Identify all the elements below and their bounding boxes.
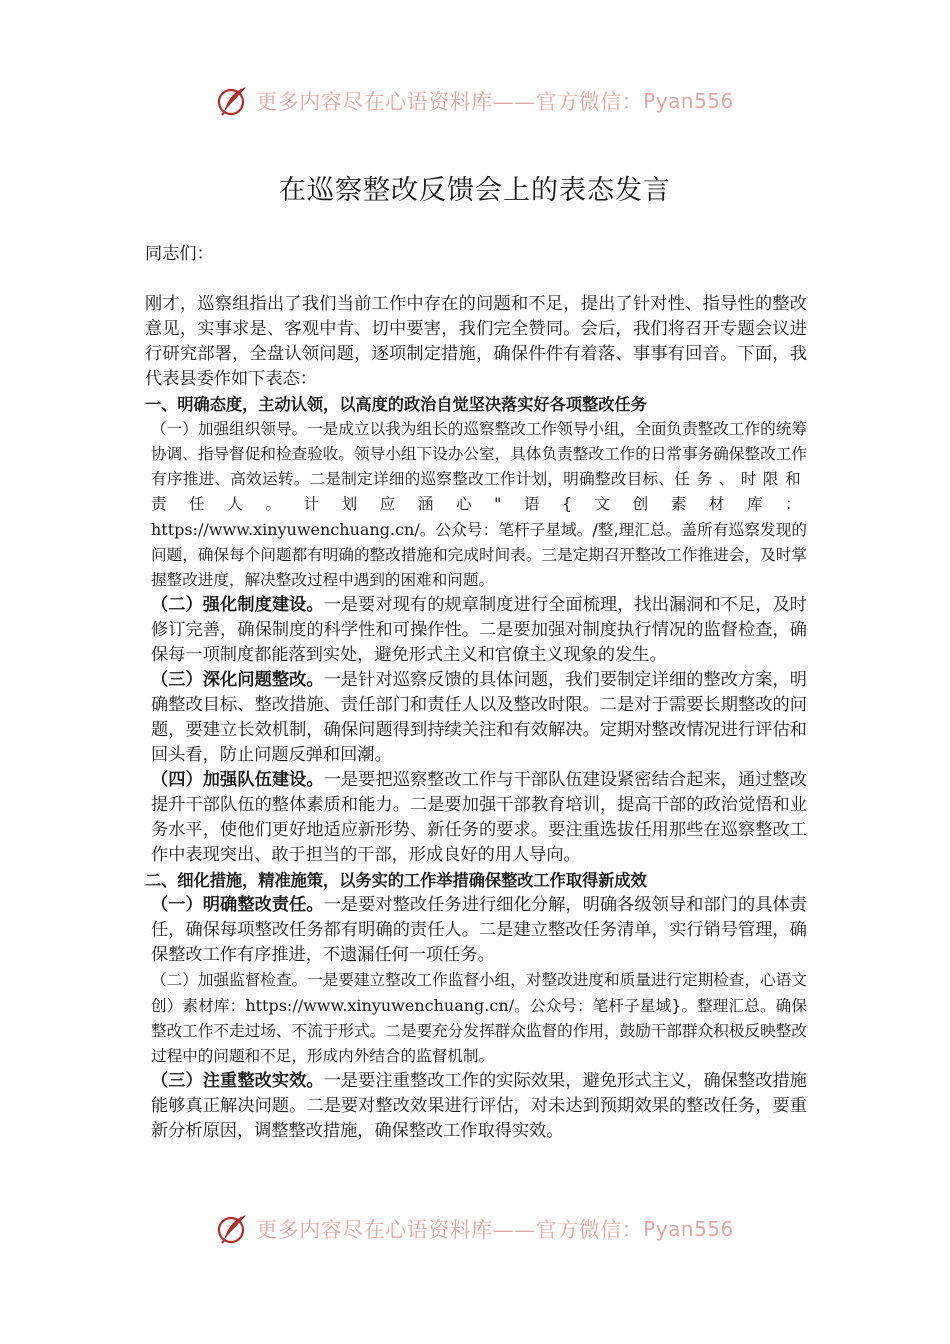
section-1-item-4-body: 一是要把巡察整改工作与干部队伍建设紧密结合起来，通过整改提升干部队伍的整体素质和能力。二是要加强干部教育培训，提高干部的政治觉悟和业务水平，使他们更好地适应新形势、新任务的要求。要注重选拔任用那些在巡察整改工作中表现突出、敢于担当的干部，形成良好的用人导向。 (151, 770, 807, 865)
section-2-item-3-body: 一是要注重整改工作的实际效果，避免形式主义，确保整改措施能够真正解决问题。二是要对整改效果进行评估，对未达到预期效果的整改任务，要重新分析原因，调整整改措施，确保整改工作取得实效。 (151, 1071, 807, 1141)
section-1-item-4 (145, 768, 807, 868)
section-1-item-1-url: https://www.xinyuwenchuang.cn/ (151, 520, 420, 539)
feather-pen-logo-icon (216, 1212, 250, 1246)
section-2-item-1-lead: （一）明确整改责任。 (151, 895, 324, 915)
section-1-item-1-part2: 。公众号：笔杆子星域。/整,理汇总。盖所有巡察发现的问题，确保每个问题都有明确的整改措施和完成时间表。三是定期召开整改工作推进会，及时掌握整改进度，解决整改过程中遇到的困难和问题。 (151, 521, 807, 589)
section-1-item-4-lead: （四）加强队伍建设。 (151, 770, 324, 790)
section-1-item-1 (145, 417, 807, 593)
section-1-item-1-spaced: 任务、时限和责任人。计划应涵心"语{文创素材库： (151, 470, 807, 513)
section-1-item-3-body: 一是针对巡察反馈的具体问题，我们要制定详细的整改方案，明确整改目标、整改措施、责任部门和责任人以及整改时限。二是对于需要长期整改的问题，要建立长效机制，确保问题得到持续关注和有效解决。定期对整改情况进行评估和回头看，防止问题反弹和回潮。 (151, 670, 807, 765)
watermark-header (0, 84, 950, 118)
section-1-heading: 一、明确态度，主动认领，以高度的政治自觉坚决落实好各项整改任务 (145, 395, 647, 414)
watermark-wechat-id: Pyan556 (643, 1217, 734, 1241)
watermark-text: 更多内容尽在心语资料库——官方微信： (256, 1218, 644, 1242)
section-1-item-2-body: 一是要对现有的规章制度进行全面梳理，找出漏洞和不足，及时修订完善，确保制度的科学性和可操作性。二是要加强对制度执行情况的监督检查，确保每一项制度都能落到实处，避免形式主义和官僚主义现象的发生。 (151, 595, 807, 665)
section-2-item-2 (145, 968, 807, 1069)
document-title: 在巡察整改反馈会上的表态发言 (279, 175, 671, 207)
intro-paragraph: 刚才，巡察组指出了我们当前工作中存在的问题和不足，提出了针对性、指导性的整改意见，实事求是、客观中肯、切中要害，我们完全赞同。会后，我们将召开专题会议进行研究部署，全盘认领问题，逐项制定措施，确保件件有着落、事事有回音。下面，我代表县委作如下表态： (145, 294, 807, 389)
section-2-item-3-lead: （三）注重整改实效。 (151, 1071, 324, 1091)
watermark-wechat-id: Pyan556 (643, 89, 734, 113)
section-1-item-1-part1: （一）加强组织领导。一是成立以我为组长的巡察整改工作领导小组，全面负责整改工作的统筹协调、指导督促和检查验收。领导小组下设办公室，具体负责整改工作的日常事务确保整改工作有序推进、高效运转。二是制定详细的巡察整改工作计划，明确整改目标、 (151, 420, 807, 488)
watermark-text: 更多内容尽在心语资料库——官方微信： (256, 90, 644, 114)
section-1-item-3 (145, 668, 807, 768)
feather-pen-logo-icon (216, 84, 250, 118)
section-2-item-2-part1: （二）加强监督检查。一是要建立整改工作监督小组，对整改进度和质量进行定期检查，心语文创）素材库： (151, 971, 807, 1015)
document-body (145, 242, 807, 1144)
greeting: 同志们： (145, 244, 214, 264)
section-2-item-2-part2: 。公众号：笔杆子星域}。整理汇总。确保整改工作不走过场、不流于形式。二是要充分发挥群众监督的作用，鼓励干部群众积极反映整改过程中的问题和不足，形成内外结合的监督机制。 (151, 997, 807, 1065)
section-2-item-2-url: https://www.xinyuwenchuang.cn/ (245, 996, 515, 1015)
section-1-item-2-lead: （二）强化制度建设。 (151, 595, 324, 615)
watermark-footer (0, 1212, 950, 1246)
section-1-item-2 (145, 593, 807, 668)
section-2-item-3 (145, 1069, 807, 1144)
section-2-heading: 二、细化措施，精准施策，以务实的工作举措确保整改工作取得新成效 (145, 871, 647, 890)
section-1-item-3-lead: （三）深化问题整改。 (151, 670, 324, 690)
section-2-item-1-body: 一是要对整改任务进行细化分解，明确各级领导和部门的具体责任，确保每项整改任务都有明确的责任人。二是建立整改任务清单，实行销号管理，确保整改工作有序推进，不遗漏任何一项任务。 (151, 895, 807, 965)
section-2-item-1 (145, 893, 807, 968)
